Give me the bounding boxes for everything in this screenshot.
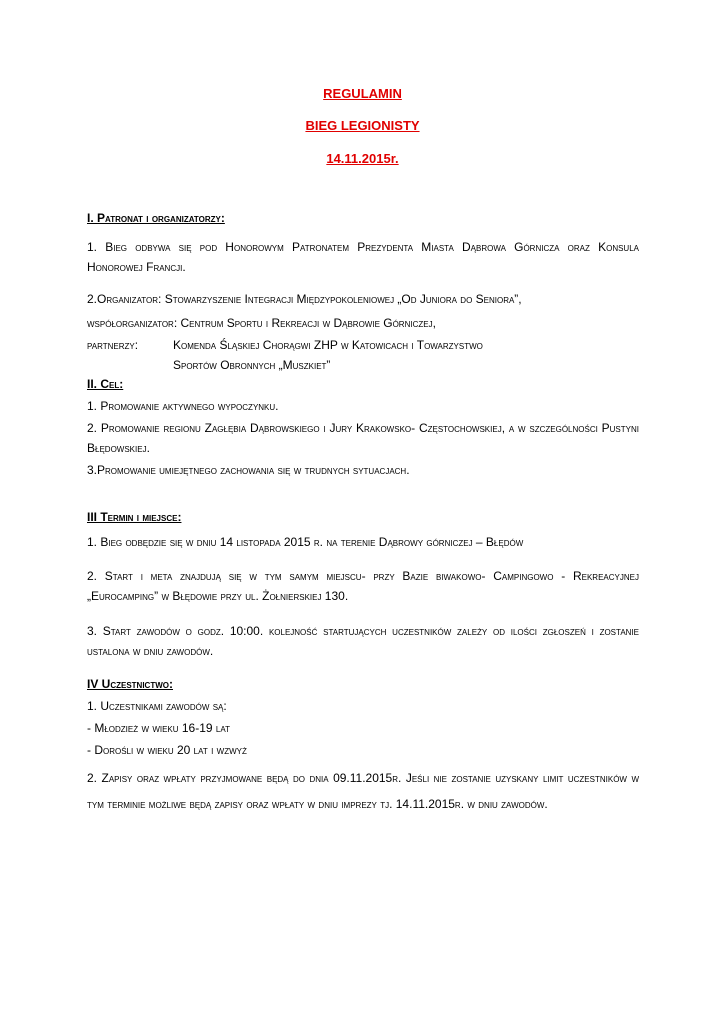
title-block xyxy=(0,86,725,167)
partners-line-1: Komenda Śląskiej Chorągwi ZHP w Katowicach i Towarzystwo xyxy=(173,338,483,352)
paragraph-zapisy: 2. Zapisy oraz wpłaty przyjmowane będą do dnia 09.11.2015r. Jeśli nie zostanie uzyskany limit uczestników w tym terminie możliwe będą zapisy oraz wpłaty w dniu imprezy tj. 14.11.2015r. w dniu zawodów. xyxy=(87,771,639,811)
paragraph-dorosli: - Dorośli w wieku 20 lat i wzwyż xyxy=(87,743,247,757)
partners-row xyxy=(87,335,639,375)
paragraph-mlodziez: - Młodzież w wieku 16-19 lat xyxy=(87,721,230,735)
partners-label: partnerzy: xyxy=(87,338,139,352)
paragraph-organizator: 2.Organizator: Stowarzyszenie Integracji Międzypokoleniowej „Od Juniora do Seniora”, xyxy=(87,292,522,306)
section-heading-termin: III Termin i miejsce: xyxy=(87,510,182,524)
section-heading-uczestnictwo: IV Uczestnictwo: xyxy=(87,677,173,691)
paragraph-termin-1: 1. Bieg odbędzie się w dniu 14 listopada 2015 r. na terenie Dąbrowy górniczej – Błędów xyxy=(87,535,524,549)
section-heading-patronat: I. Patronat i organizatorzy: xyxy=(87,211,225,225)
partners-line-2: Sportów Obronnych „Muszkiet” xyxy=(173,358,331,372)
paragraph-wspolorganizator: współorganizator: Centrum Sportu i Rekreacji w Dąbrowie Górniczej, xyxy=(87,316,436,330)
event-name: BIEG LEGIONISTY xyxy=(305,118,420,133)
paragraph-patronat: 1. Bieg odbywa się pod Honorowym Patronatem Prezydenta Miasta Dąbrowa Górnicza oraz Konsula Honorowej Francji. xyxy=(87,240,639,274)
paragraph-uczestnictwo-1: 1. Uczestnikami zawodów są: xyxy=(87,699,227,713)
document-body xyxy=(87,209,639,817)
paragraph-termin-3: 3. Start zawodów o godz. 10:00. kolejność startujących uczestników zależy od ilości zgłoszeń i zostanie ustalona w dniu zawodów. xyxy=(87,624,639,658)
paragraph-cel-2: 2. Promowanie regionu Zagłębia Dąbrowskiego i Jury Krakowsko- Częstochowskiej, a w szczególności Pustyni Błędowskiej. xyxy=(87,421,639,455)
event-date: 14.11.2015r. xyxy=(326,151,399,166)
paragraph-cel-3: 3.Promowanie umiejętnego zachowania się w trudnych sytuacjach. xyxy=(87,463,410,477)
paragraph-termin-2: 2. Start i meta znajdują się w tym samym miejscu- przy Bazie biwakowo- Campingowo - Rekreacyjnej „Eurocamping” w Błędowie przy ul. Żołnierskiej 130. xyxy=(87,569,639,603)
paragraph-cel-1: 1. Promowanie aktywnego wypoczynku. xyxy=(87,399,279,413)
document-title: REGULAMIN xyxy=(323,86,402,101)
partners-list xyxy=(173,335,483,375)
section-heading-cel: II. Cel: xyxy=(87,377,124,391)
